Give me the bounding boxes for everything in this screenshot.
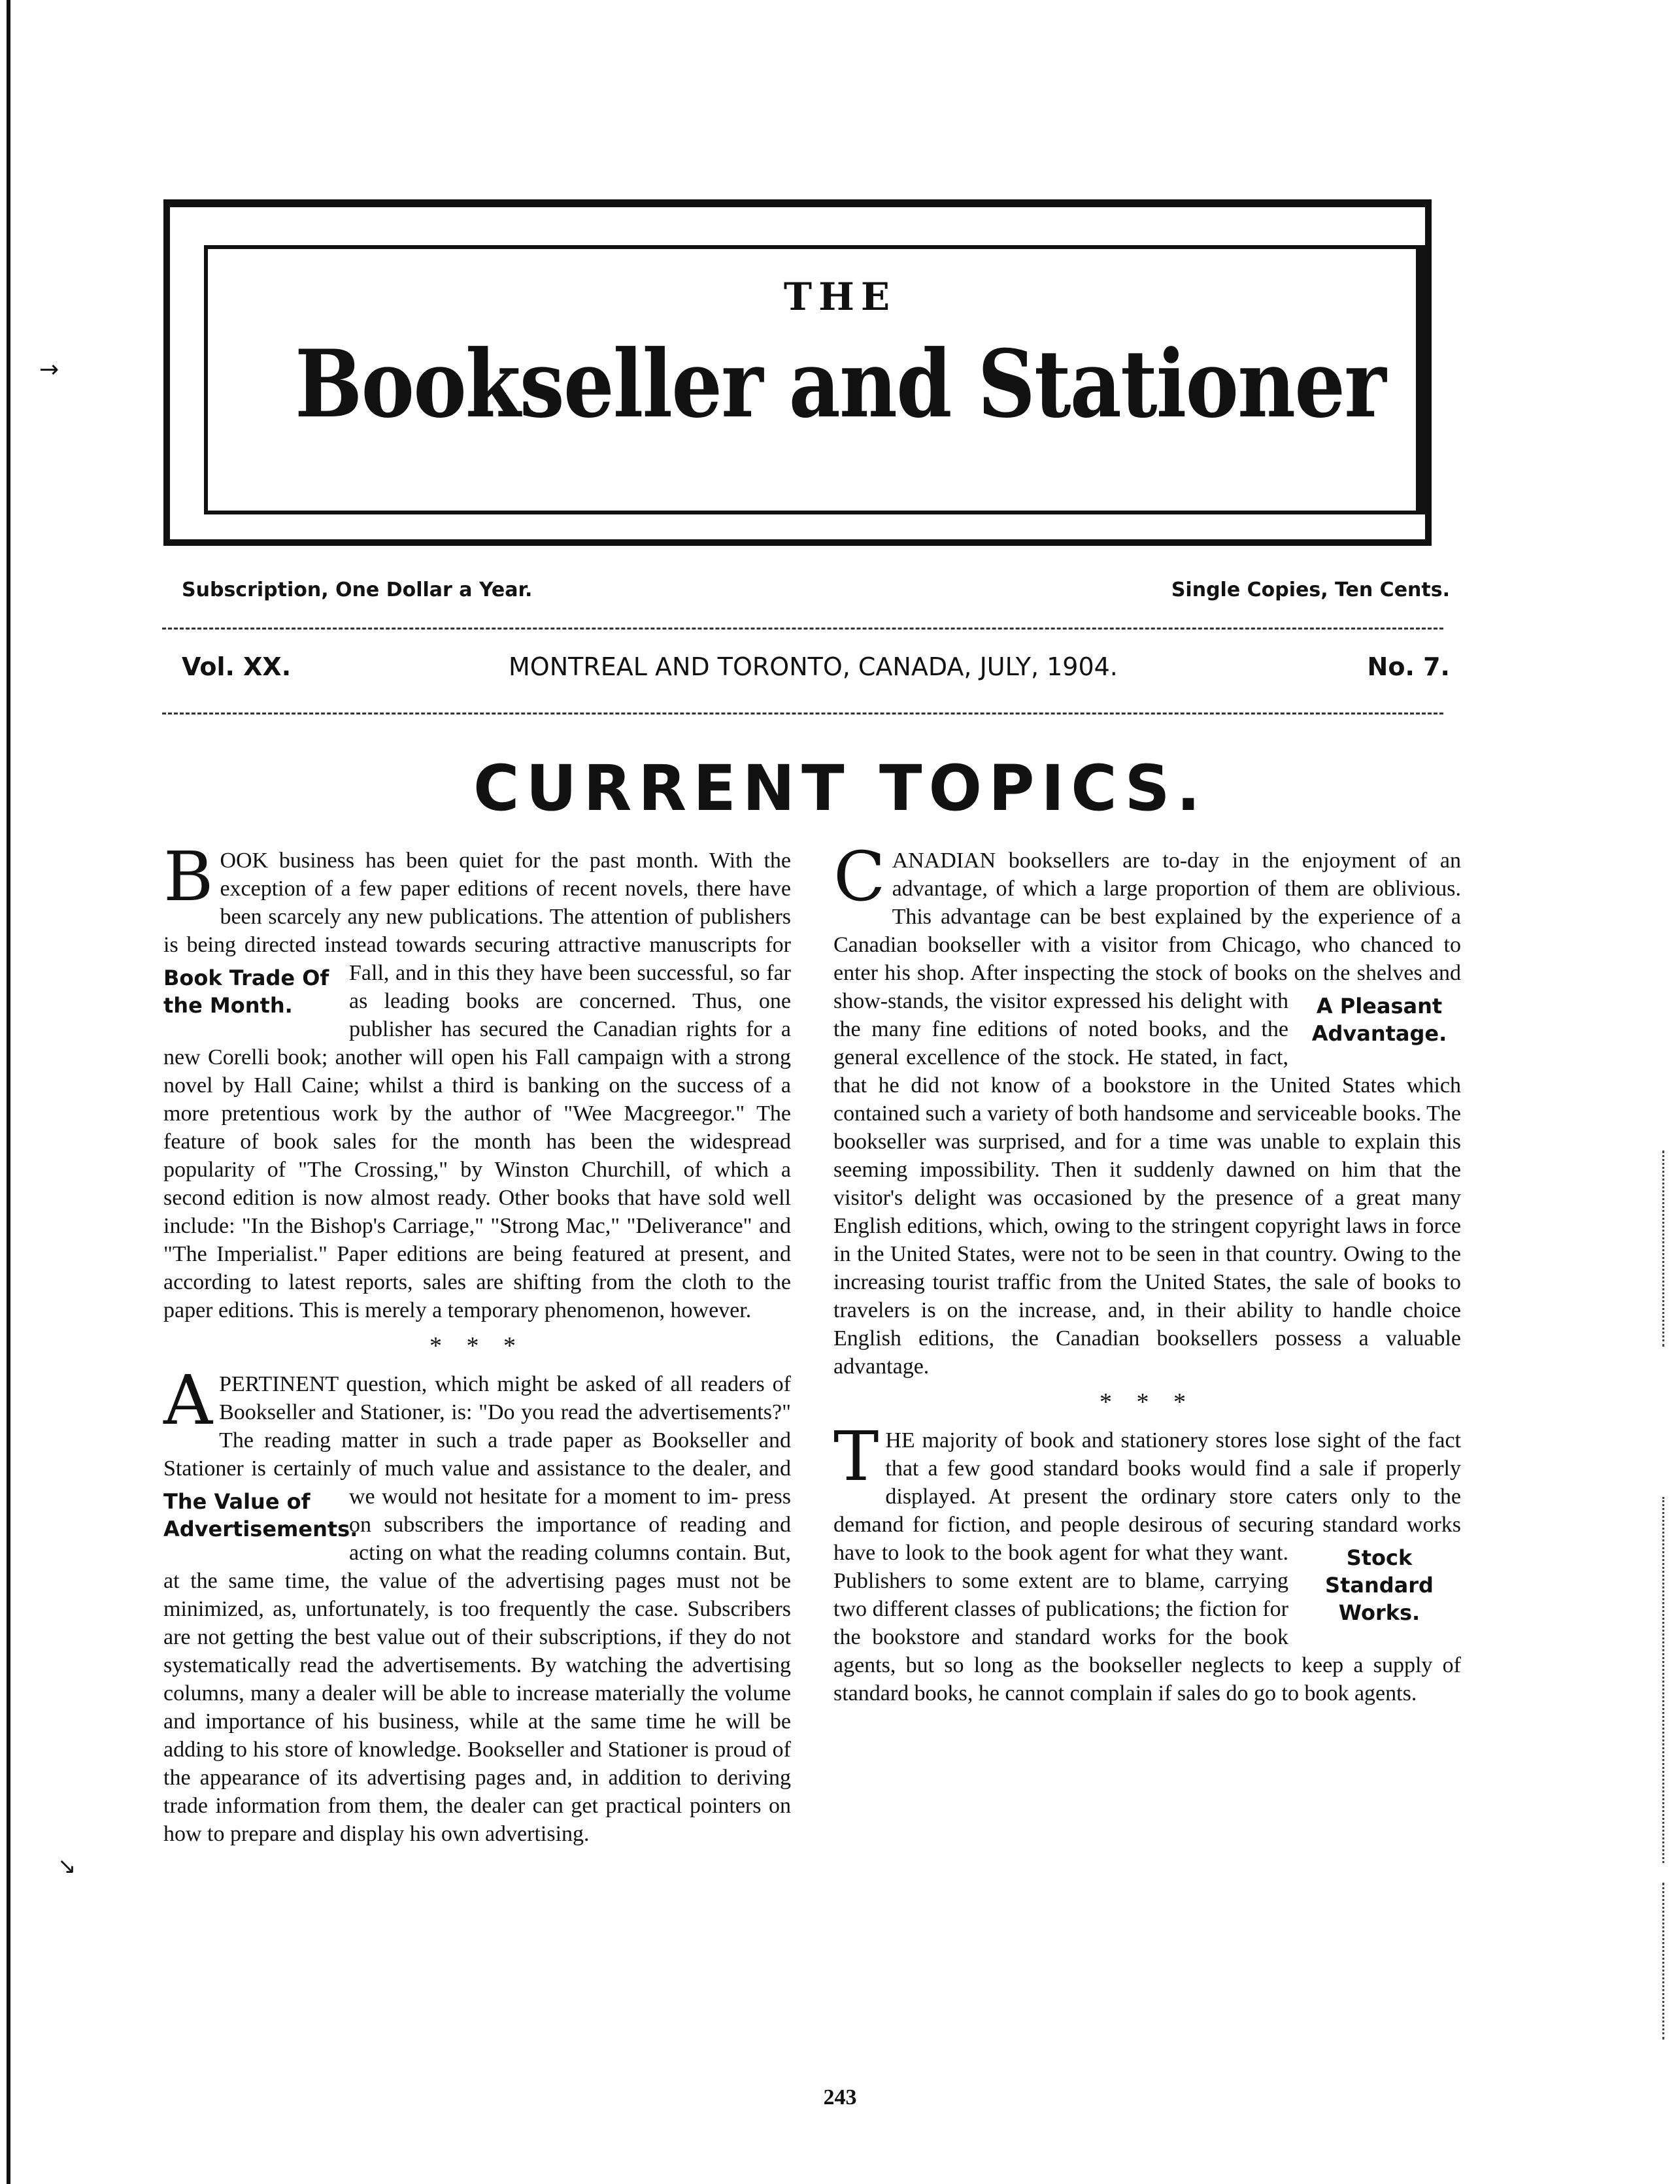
masthead-the: THE — [783, 275, 897, 319]
scan-speckle — [1662, 1497, 1671, 1863]
right-column — [833, 837, 1461, 1707]
article-text: HE majority of book and stationery stores lose sight of the fact that a few good standard books would find a sale if properly displayed. At present the ordinary store caters only to the demand for fiction, and people desirous of securing standard works have to look to the book agent for what — [833, 1428, 1461, 1565]
margin-mark: ↘ — [58, 1853, 76, 1879]
issue-number: No. 7. — [1367, 652, 1450, 681]
sidenote: Stock Standard Works. — [1325, 1545, 1434, 1625]
sidenote: A Pleasant Advantage. — [1311, 994, 1447, 1046]
article-text: the shelves and show-stands, the visitor expressed his delight with the many fine editions of noted books, and the general excellence of the stock. He stated, in fact, that he did not know of a bookstore in the United States which contained such a variety of both handsome and serviceable books. The bookseller was surprised, and for a time was unable to explain this seeming impossibility. Then it suddenly dawned on him that the visitor's delight was occasioned by the presence of a great many English editions, which, owing to the stringent copyright laws in force in the United States, were not to be seen in that country. Owing to the increasing tourist traffic from the United States, the sale of books to travelers is on the increase, and, in their ability to handle choice English editions, the Canadian booksellers possess a valuable advantage. — [833, 961, 1461, 1379]
drop-cap: B — [163, 837, 214, 916]
margin-mark: → — [39, 356, 59, 383]
article-value-of-advertisements — [163, 1360, 791, 1848]
place-date: MONTREAL AND TORONTO, CANADA, JULY, 1904. — [509, 652, 1118, 681]
scan-speckle — [1662, 1883, 1671, 2040]
article-text: so far as leading books are concerned. Thus, one publisher has secured the Canadian rights for a new Corelli book; another will open his Fall campaign with a strong novel by Hall Caine; whilst a third is banking on the success of a more pretentious work by the author of "Wee Macgreegor." The feature of book sales for the month has been the widespread popularity of "The Crossing," by Winston Churchill, of which a second edition is now almost ready. Other books that have sold well include: "In the Bishop's Carriage," "Strong Mac," "Deliverance" and "The Imperialist." Paper editions are being featured at present, and according to latest reports, sales are shifting from the cloth to the paper editions. This is merely a temporary phenomenon, however. — [163, 961, 792, 1322]
article-text: they want. Publishers to some extent are to blame, carrying two different classes of publications; the fiction for the bookstore and standard works for the book agents, but so long as the bookseller neglects to keep a supply of standard books, he cannot complain if sales do go to book agents. — [833, 1541, 1461, 1705]
drop-cap: T — [833, 1417, 879, 1496]
article-text: ANADIAN booksellers are to-day in the enjoyment of an advantage, of which a large proportion of them are oblivious. This advantage can be best explained by the experience of a Canadian bookseller with a visitor from Chicago, who chanced to enter his shop. After inspecting the stock of books on — [833, 848, 1461, 985]
drop-cap: A — [163, 1360, 213, 1440]
dashed-rule — [162, 628, 1443, 630]
drop-cap: C — [833, 837, 886, 916]
asterism: * * * — [429, 1332, 525, 1360]
article-text: OOK business has been quiet for the past month. With the exception of a few paper editions of recent novels, there have been scarcely any new publications. The attention of publishers is being directed instead towards securing attractive manuscripts for Fall, and in this they have been successful, — [163, 848, 791, 985]
volume-label: Vol. XX. — [182, 652, 292, 681]
article-text: press on subscribers the importance of reading and acting on what the reading columns contain. But, at the same time, the value of the advertising pages must not be minimized, as, unfortunately, is too frequently the case. Subscribers are not getting the best value out of their subscriptions, if they do not systematically read the advertisements. By watching the advertising columns, many a dealer will be able to increase materially the volume and importance of his business, while at the same time he will be adding to his store of knowledge. Bookseller and Stationer is proud of the appearance of its advertising pages and, in addition to deriving trade information from them, the dealer can get practical pointers on how to prepare and display his own advertising. — [163, 1485, 791, 1846]
article-stock-standard-works — [833, 1417, 1461, 1707]
single-copy-price: Single Copies, Ten Cents. — [1171, 579, 1450, 601]
article-pleasant-advantage — [833, 837, 1461, 1381]
masthead-title: Bookseller and Stationer — [295, 330, 1385, 439]
left-column — [163, 837, 792, 1848]
article-text: PERTINENT question, which might be asked of all readers of Bookseller and Stationer, is: "Do you read the advertisements?" The reading matter in such a trade paper as Bookseller and Stationer is certainly of much value and assistance to the dealer, and we would not hesitate for a moment to im- — [163, 1372, 791, 1509]
dashed-rule — [162, 713, 1443, 714]
asterism: * * * — [1100, 1388, 1195, 1416]
page-number: 243 — [823, 2085, 857, 2109]
section-title: CURRENT TOPICS. — [473, 752, 1207, 825]
subscription-price: Subscription, One Dollar a Year. — [182, 579, 533, 601]
sidenote: The Value of Advertisements. — [163, 1489, 358, 1541]
sidenote: Book Trade Of the Month. — [163, 966, 329, 1018]
scan-edge-line — [7, 0, 10, 2184]
scan-speckle — [1662, 1151, 1671, 1347]
article-book-trade — [163, 837, 792, 1324]
